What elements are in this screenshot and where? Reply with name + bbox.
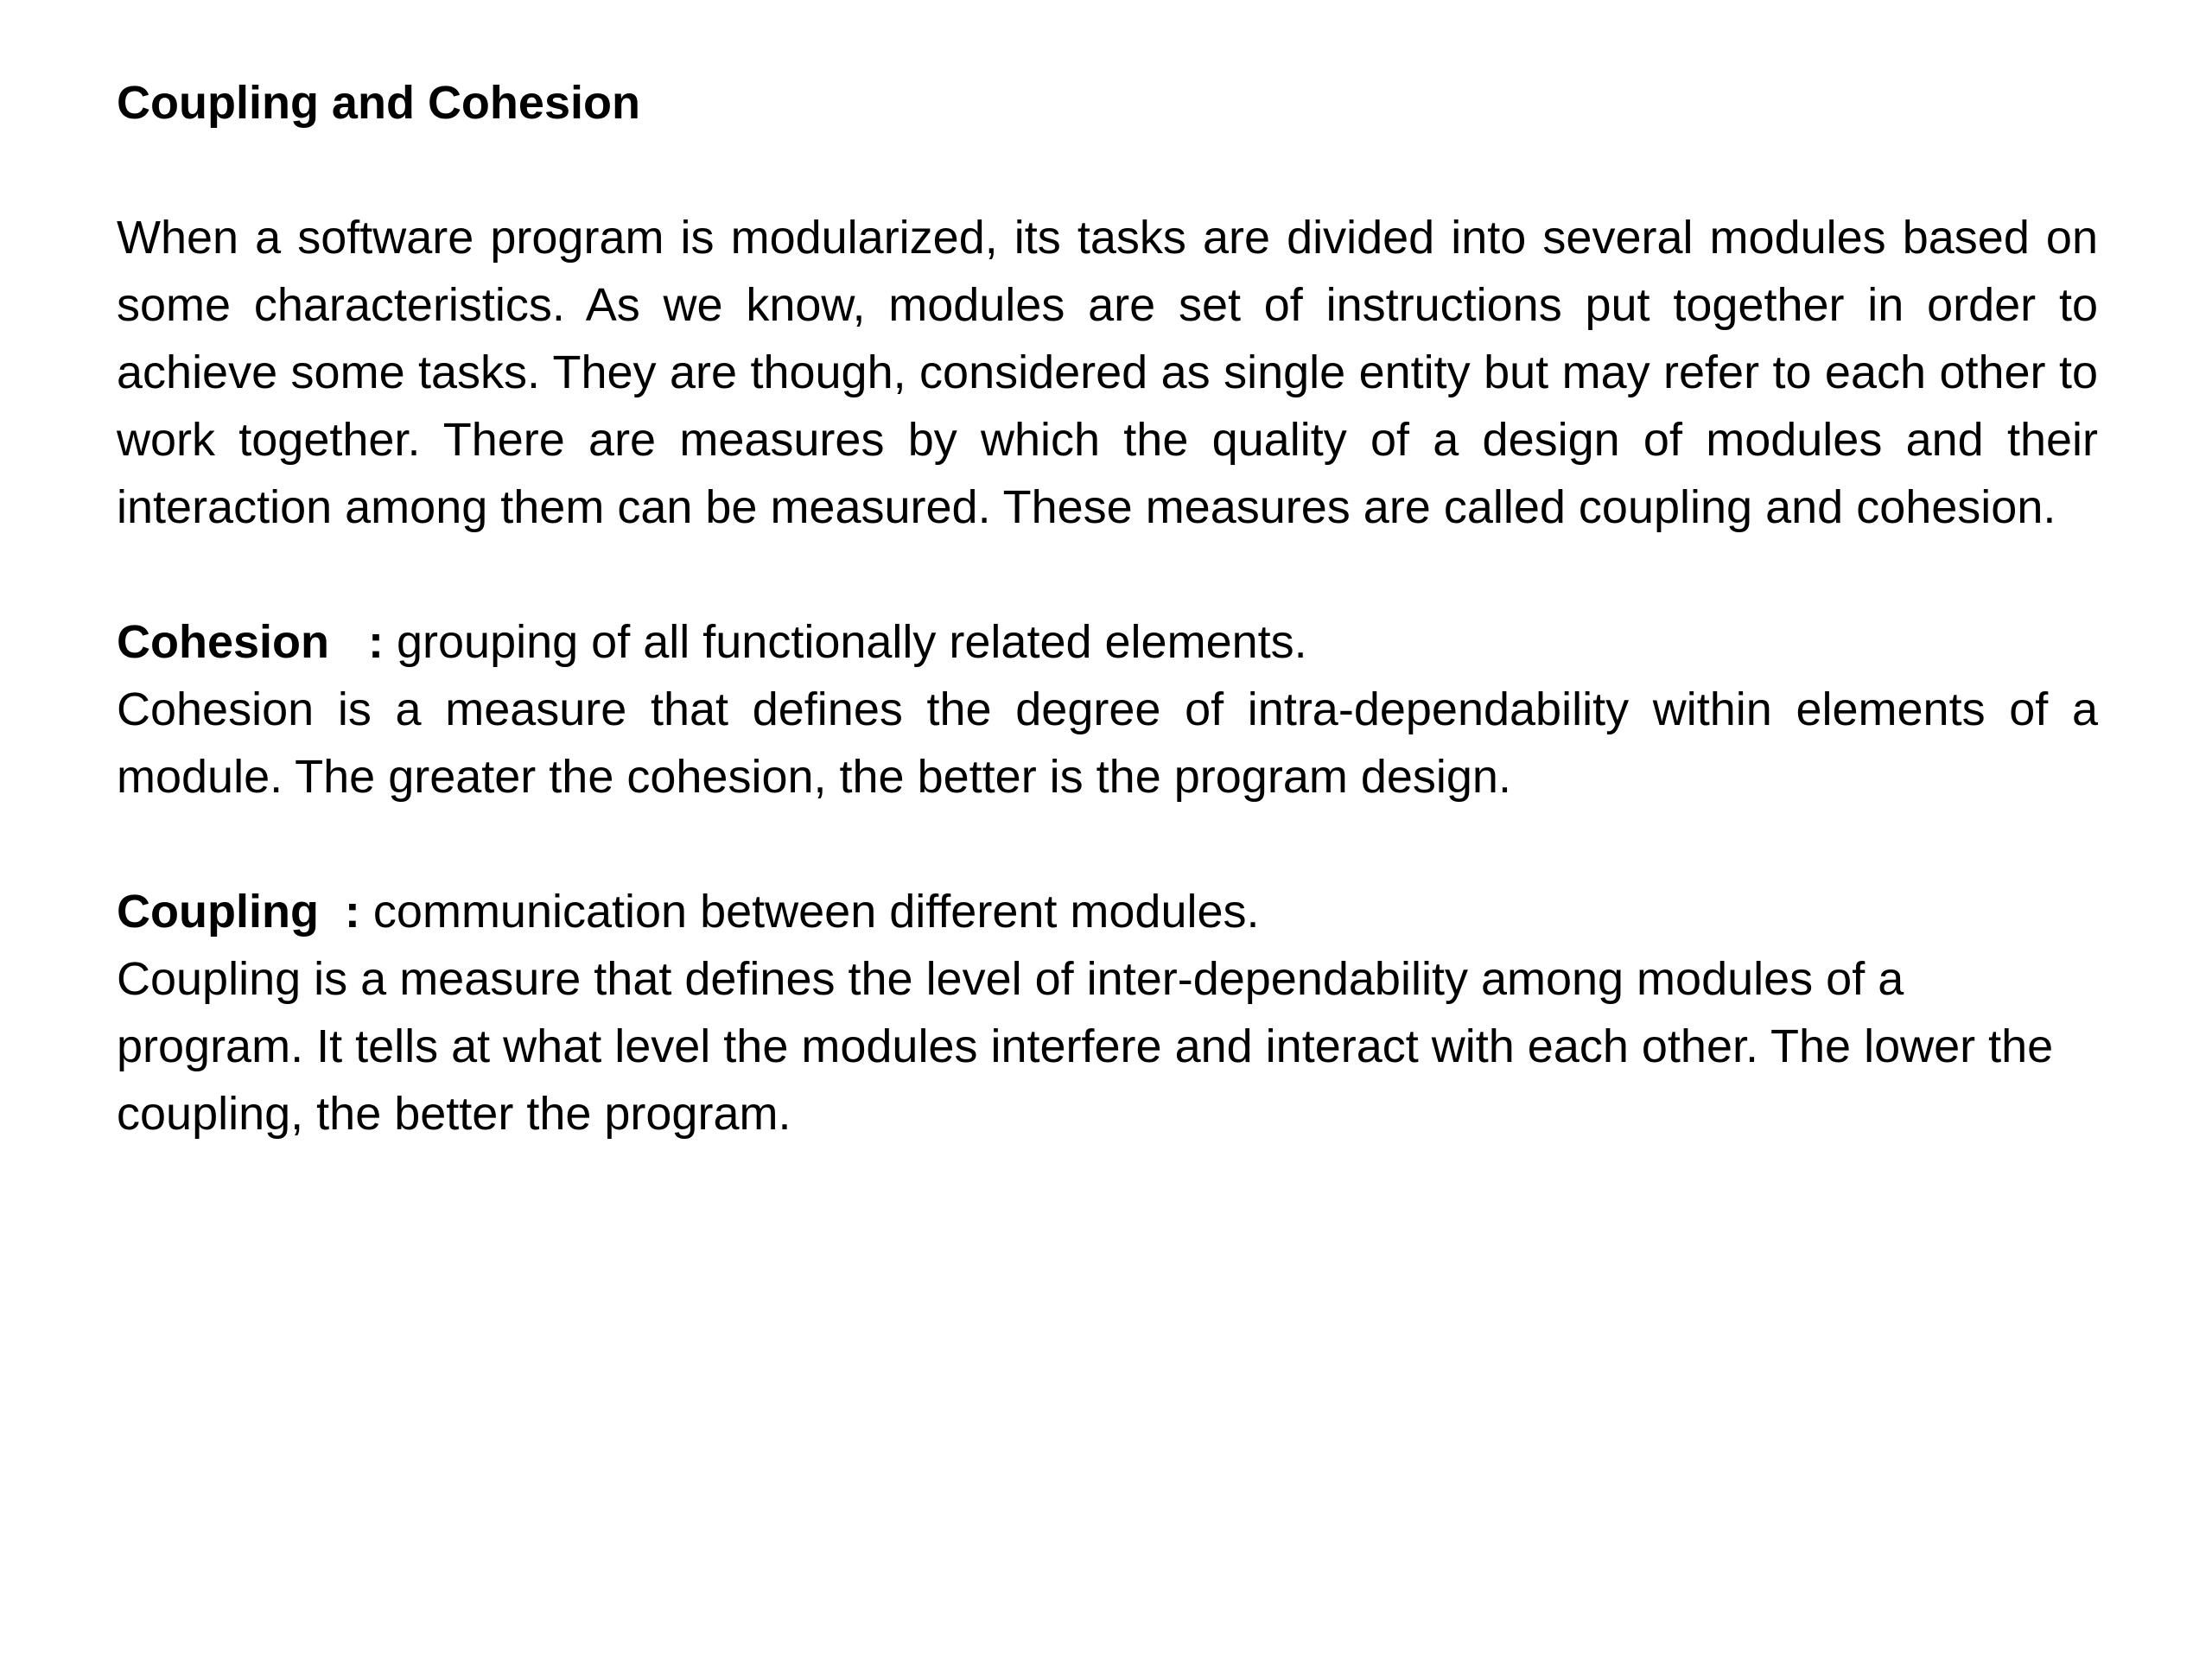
- cohesion-heading-line: [117, 608, 2098, 676]
- cohesion-definition: grouping of all functionally related elements.: [384, 616, 1307, 668]
- coupling-body: Coupling is a measure that defines the level of inter-dependability among modules of a program. It tells at what level the modules interfere and interact with each other. The lower the coupling, the better the program.: [117, 953, 2054, 1140]
- coupling-heading-line: [117, 878, 2098, 945]
- coupling-definition: communication between different modules.: [359, 886, 1260, 938]
- cohesion-term: Cohesion :: [117, 616, 384, 668]
- cohesion-body: Cohesion is a measure that defines the degree of intra-dependability within elements of a module. The greater the cohesion, the better is the program design.: [117, 683, 2098, 803]
- page-title: Coupling and Cohesion: [117, 77, 640, 129]
- coupling-section: [117, 878, 2098, 1147]
- intro-paragraph: When a software program is modularized, its tasks are divided into several modules based on some characteristics. As we know, modules are set of instructions put together in order to achieve some tasks. They are though, considered as single entity but may refer to each other to work together. There are measures by which the quality of a design of modules and their interaction among them can be measured. These measures are called coupling and cohesion.: [117, 212, 2098, 533]
- cohesion-section: [117, 608, 2098, 810]
- coupling-term: Coupling :: [117, 886, 360, 938]
- document-page: [117, 69, 2098, 1147]
